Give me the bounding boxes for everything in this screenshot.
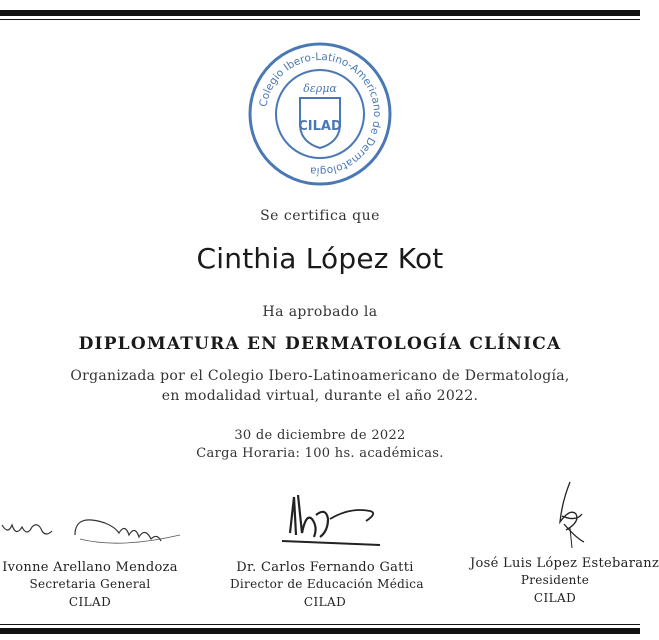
bottom-border-thin xyxy=(0,624,640,625)
signatory-1 xyxy=(0,560,180,609)
signatory-org: CILAD xyxy=(533,591,577,605)
signatory-role: Secretaria General xyxy=(29,577,151,591)
certifica-text: Se certifica que xyxy=(260,208,380,224)
issue-date: 30 de diciembre de 2022 xyxy=(234,428,406,443)
cilad-seal xyxy=(248,42,392,186)
organized-line-1: Organizada por el Colegio Ibero-Latinoamericano de Dermatología, xyxy=(70,368,570,384)
top-border-thin xyxy=(0,19,640,20)
signatory-name: José Luis López Estebaranz xyxy=(470,556,659,571)
seal-logo-text: CILAD xyxy=(298,119,342,134)
seal-greek-text: δερμα xyxy=(303,82,337,95)
seal-ring-text: Colegio Ibero-Latino-Americano de Dermatología xyxy=(257,50,384,178)
program-title: DIPLOMATURA EN DERMATOLOGÍA CLÍNICA xyxy=(78,334,562,354)
organized-line-2: en modalidad virtual, durante el año 2022. xyxy=(161,388,479,404)
signatory-2 xyxy=(230,560,424,609)
aprobado-text: Ha aprobado la xyxy=(262,304,378,320)
signatory-role: Director de Educación Médica xyxy=(230,577,424,591)
signatory-org: CILAD xyxy=(303,595,347,609)
signatory-org: CILAD xyxy=(68,595,112,609)
bottom-border xyxy=(0,628,640,634)
seal-outer-ring xyxy=(250,44,390,184)
recipient-name: Cinthia López Kot xyxy=(196,242,444,275)
signature-image-3 xyxy=(540,478,600,553)
signatory-3 xyxy=(470,556,659,605)
signatory-name: Dr. Carlos Fernando Gatti xyxy=(236,560,414,575)
signatory-name: Ivonne Arellano Mendoza xyxy=(2,560,178,575)
signature-image-2 xyxy=(270,485,390,555)
signatory-role: Presidente xyxy=(520,573,590,587)
course-hours: Carga Horaria: 100 hs. académicas. xyxy=(196,446,444,461)
top-border xyxy=(0,10,640,16)
signature-image-1 xyxy=(0,505,190,550)
